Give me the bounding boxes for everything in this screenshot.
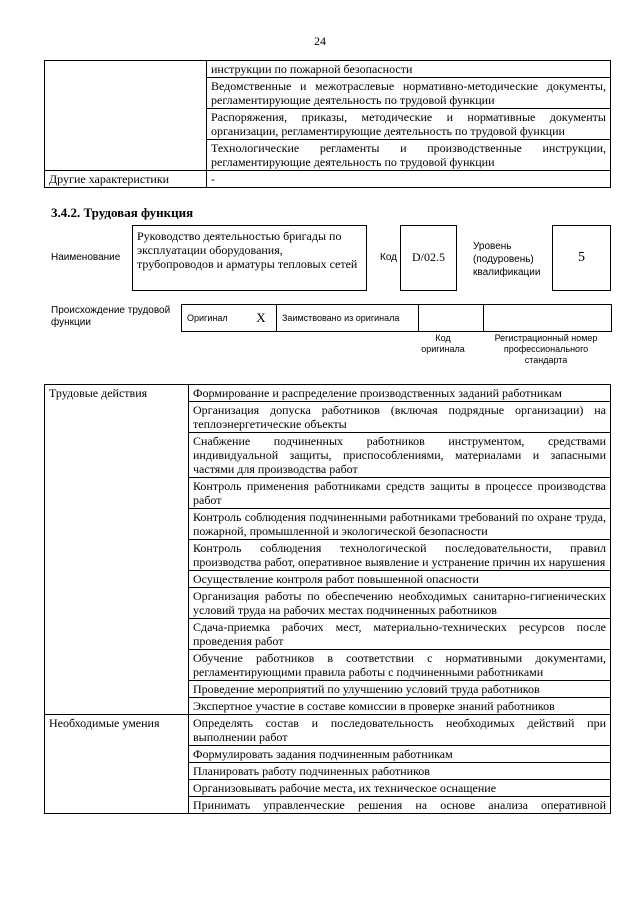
reg-number-cell xyxy=(484,305,612,332)
original-mark: X xyxy=(246,305,277,332)
labor-action-item: Проведение мероприятий по улучшению условий труда работников xyxy=(189,681,611,698)
origin-label: Происхождение трудовой функции xyxy=(51,305,171,328)
original-code-cell xyxy=(419,305,484,332)
skill-item: Формулировать задания подчиненным работникам xyxy=(189,746,611,763)
reg-caption: Регистрационный номер профессионального стандарта xyxy=(494,333,598,365)
labor-action-item: Организация работы по обеспечению необходимых санитарно-гигиенических условий труда на рабочих местах подчиненных работников xyxy=(189,588,611,619)
table-row xyxy=(45,385,611,402)
labor-action-item: Контроль применения работниками средств защиты в процессе производства работ xyxy=(189,478,611,509)
labor-action-item: Контроль соблюдения технологической последовательности, правил производства работ, оперативное выявление и устранение причин их нарушения xyxy=(189,540,611,571)
skill-item: Принимать управленческие решения на основе анализа оперативной xyxy=(189,797,611,814)
code-label: Код xyxy=(380,252,398,263)
labor-function-table xyxy=(44,384,611,814)
page-number: 24 xyxy=(314,34,326,48)
table-cell: Технологические регламенты и производственные инструкции, регламентирующие деятельность по трудовой функции xyxy=(207,140,611,171)
borrowed-label: Заимствовано из оригинала xyxy=(277,305,419,332)
table-cell: - xyxy=(207,171,611,188)
level-label: Уровень (подуровень) квалификации xyxy=(473,241,541,278)
skill-item: Определять состав и последовательность необходимых действий при выполнении работ xyxy=(189,715,611,746)
code-caption: Код оригинала xyxy=(421,333,465,354)
table-row xyxy=(182,305,612,332)
row-label-cell xyxy=(45,61,207,171)
qualification-level-box xyxy=(552,225,611,291)
table-cell: инструкции по пожарной безопасности xyxy=(207,61,611,78)
section-heading: 3.4.2. Трудовая функция xyxy=(51,205,194,220)
labor-action-item: Формирование и распределение производственных заданий работникам xyxy=(189,385,611,402)
skill-item: Планировать работу подчиненных работников xyxy=(189,763,611,780)
name-label: Наименование xyxy=(51,252,121,263)
original-label: Оригинал xyxy=(182,305,247,332)
table-cell: Ведомственные и межотраслевые нормативно-методические документы, регламентирующие деятельность по трудовой функции xyxy=(207,78,611,109)
labor-action-item: Экспертное участие в составе комиссии в проверке знаний работников xyxy=(189,698,611,715)
labor-action-item: Сдача-приемка рабочих мест, материально-технических ресурсов после проведения работ xyxy=(189,619,611,650)
labor-action-item: Организация допуска работников (включая подрядные организации) на теплоэнергетические объекты xyxy=(189,402,611,433)
skill-item: Организовывать рабочие места, их техническое оснащение xyxy=(189,780,611,797)
labor-actions-label: Трудовые действия xyxy=(45,385,189,715)
qualification-level: 5 xyxy=(578,250,585,265)
labor-action-item: Снабжение подчиненных работников инструментом, средствами индивидуальной защиты, приспособлениями, материалами и запасными частями для производства работ xyxy=(189,433,611,478)
labor-action-item: Контроль соблюдения подчиненными работниками требований по охране труда, пожарной, промышленной и экологической безопасности xyxy=(189,509,611,540)
table-cell: Распоряжения, приказы, методические и нормативные документы организации, регламентирующие деятельность по трудовой функции xyxy=(207,109,611,140)
function-code-box xyxy=(400,225,457,291)
skills-label: Необходимые умения xyxy=(45,715,189,814)
row-label-cell: Другие характеристики xyxy=(45,171,207,188)
labor-action-item: Осуществление контроля работ повышенной опасности xyxy=(189,571,611,588)
origin-table xyxy=(181,304,612,332)
function-name: Руководство деятельностью бригады по эксплуатации оборудования, трубопроводов и арматуры тепловых сетей xyxy=(137,229,358,271)
table-row xyxy=(45,171,611,188)
table-row xyxy=(45,715,611,746)
table-row xyxy=(45,61,611,78)
function-name-box xyxy=(132,225,367,291)
labor-action-item: Обучение работников в соответствии с нормативными документами, регламентирующими правила работы с подчиненными работниками xyxy=(189,650,611,681)
function-code: D/02.5 xyxy=(412,250,445,264)
requirements-continuation-table xyxy=(44,60,611,188)
